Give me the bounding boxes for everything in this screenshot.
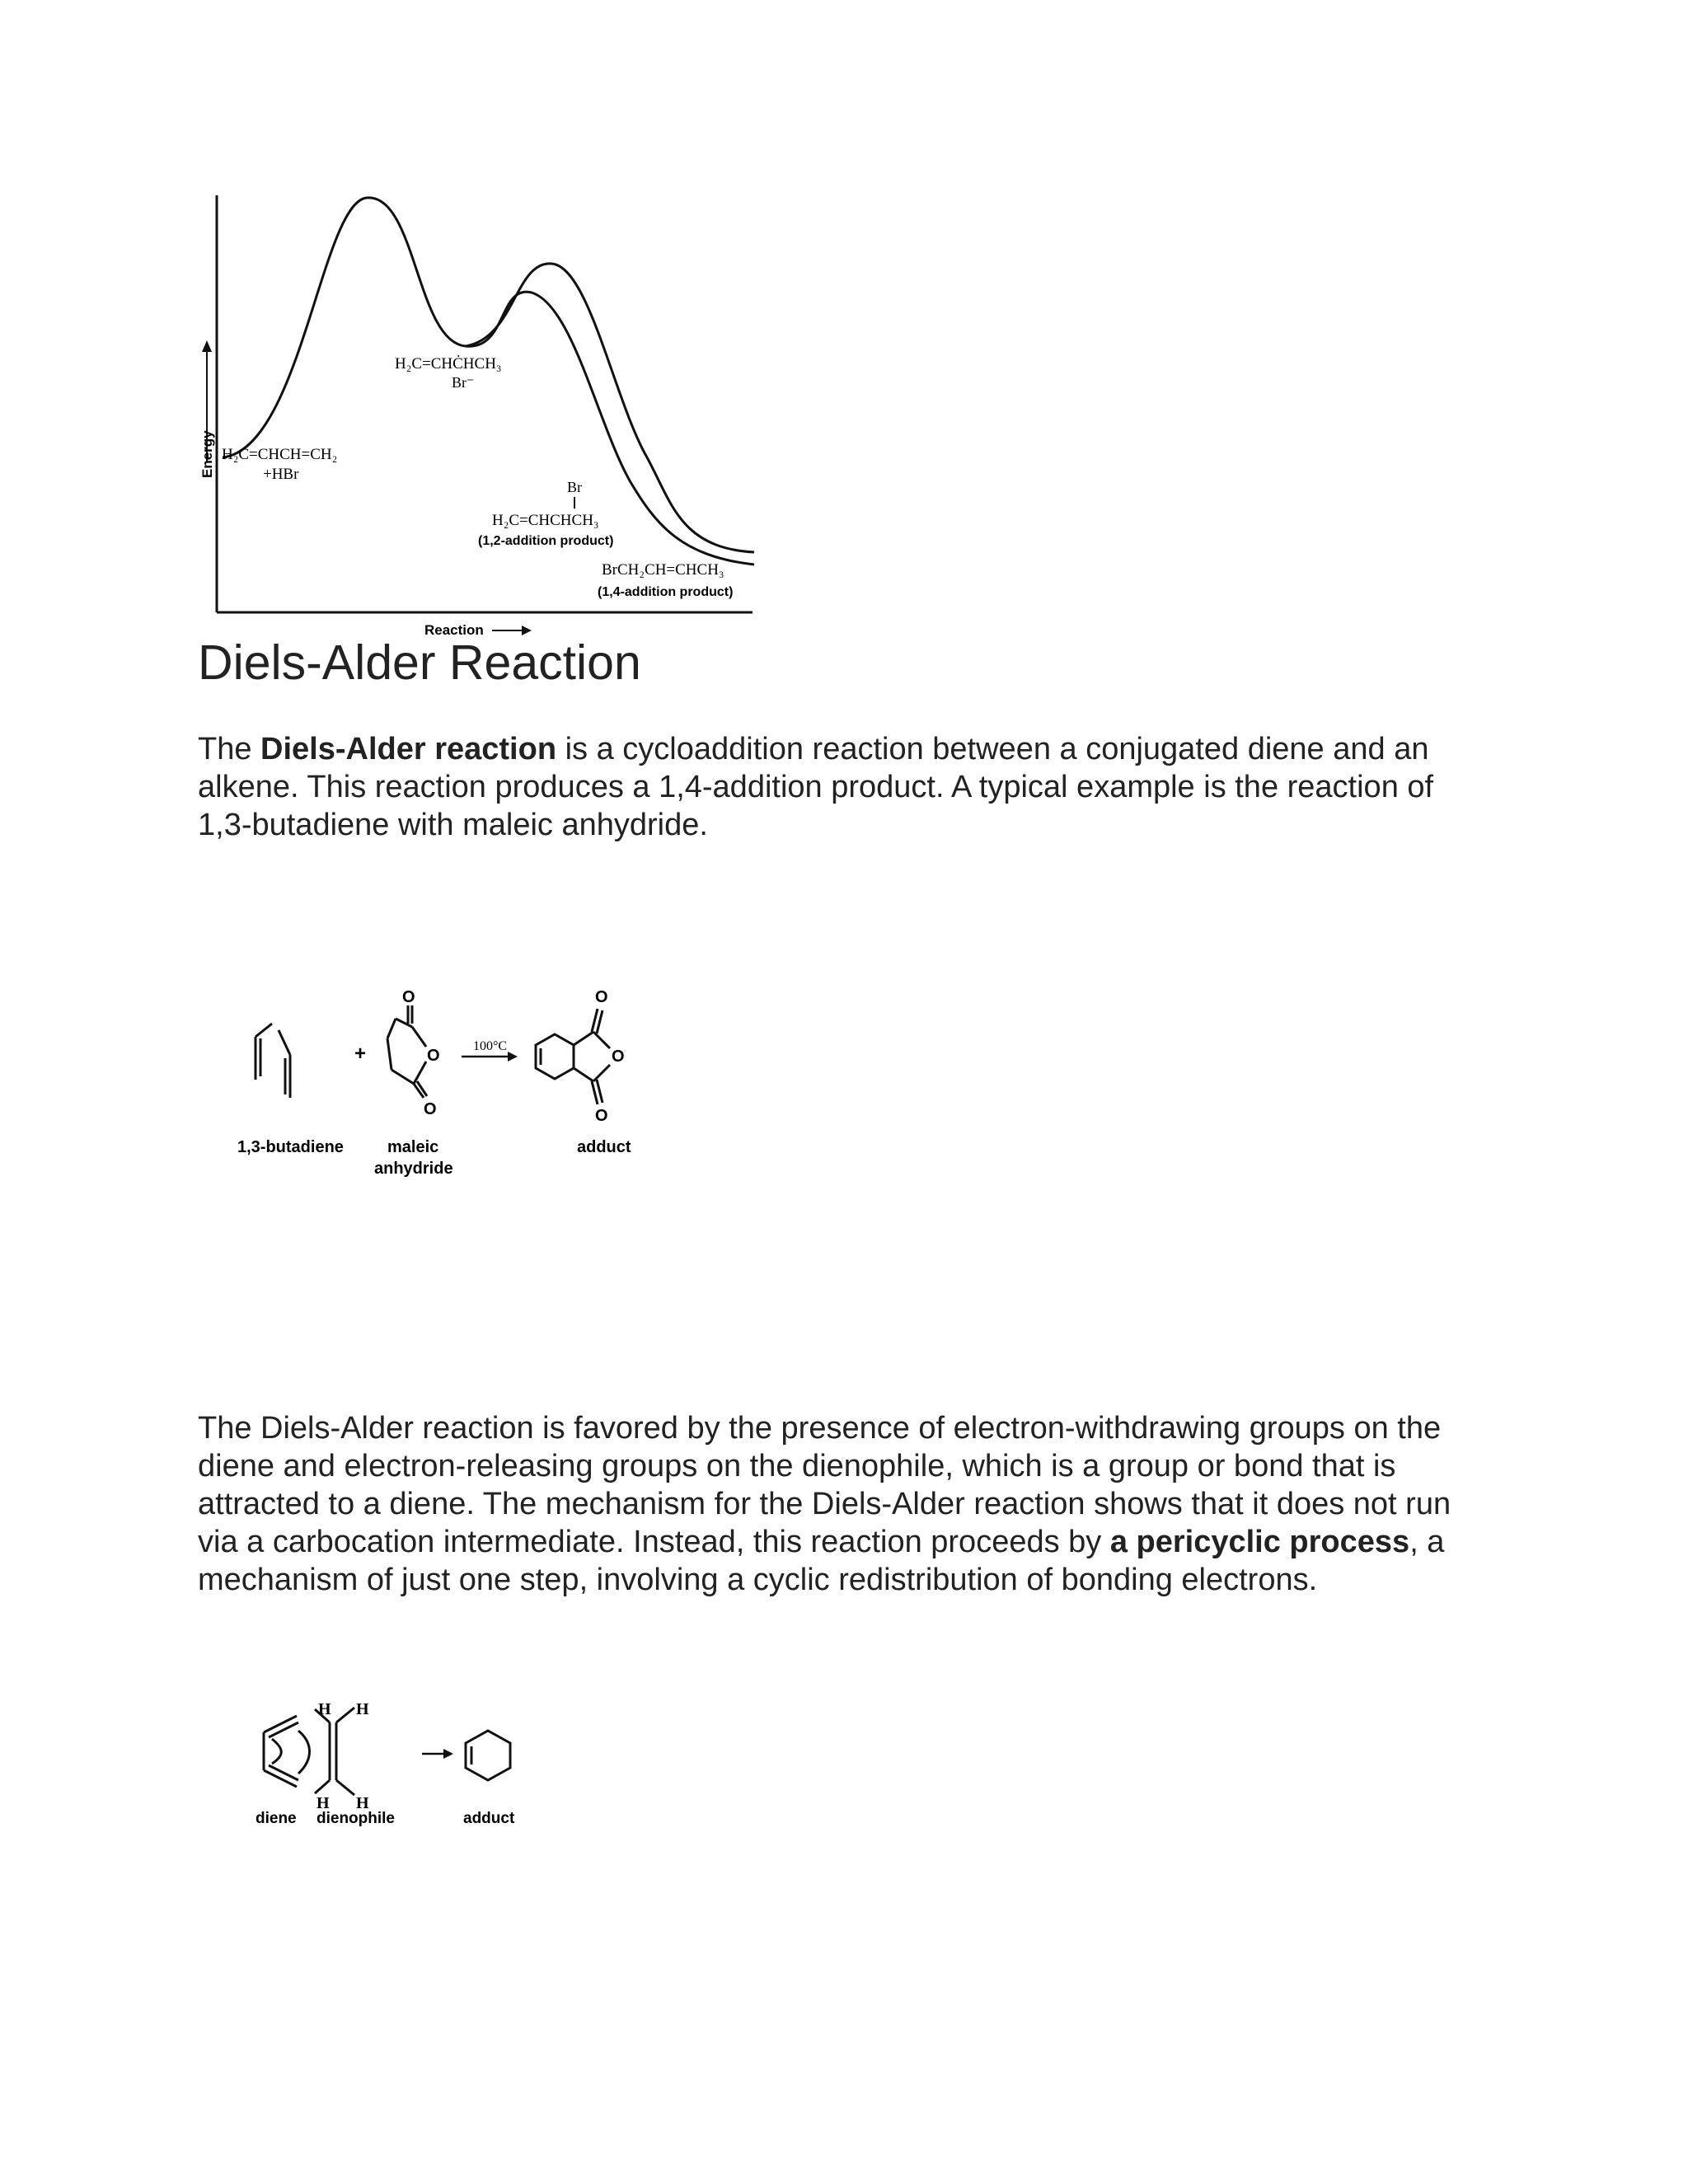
- label-adduct: adduct: [577, 1138, 631, 1156]
- mechanism-arrow-icon: [443, 1749, 453, 1759]
- product14-formula: BrCH₂CH=CHCH₃: [602, 561, 724, 579]
- diels-alder-scheme: [223, 972, 717, 1195]
- hydrogen-bottom-left: H: [316, 1794, 330, 1812]
- pericyclic-scheme: [247, 1698, 560, 1830]
- mechanism-bold-term: a pericyclic process: [1109, 1525, 1410, 1559]
- adduct-oxygen-top: O: [595, 988, 608, 1006]
- product12-br: Br: [567, 479, 582, 495]
- dienophile-structure: [298, 1708, 354, 1795]
- hydrogen-top-right: H: [356, 1700, 369, 1718]
- mechanism-text-end: , a mechanism of just one step, involving a cyclic redistribution of bonding electrons.: [198, 1525, 1445, 1597]
- hydrogen-top-left: H: [318, 1700, 331, 1718]
- mechanism-paragraph: [198, 1409, 1484, 1599]
- maleic-anhydride-structure: [387, 1005, 427, 1098]
- adduct-structure: [536, 1009, 647, 1104]
- label-diene: diene: [256, 1810, 297, 1827]
- intermediate-formula: H₂C=CHĊHCH₃: [395, 355, 502, 373]
- butadiene-structure: [256, 1024, 290, 1098]
- plus-sign: +: [354, 1043, 367, 1065]
- intro-text-start: The: [198, 732, 261, 766]
- energy-curve-1-4: [466, 264, 754, 552]
- maleic-oxygen-ring: O: [427, 1047, 440, 1065]
- label-dienophile: dienophile: [316, 1810, 395, 1827]
- label-butadiene: 1,3-butadiene: [237, 1138, 344, 1156]
- product12-label: (1,2-addition product): [478, 534, 614, 548]
- reactant-formula: H₂C=CHCH=CH₂: [222, 446, 338, 463]
- label-adduct-2: adduct: [463, 1810, 515, 1827]
- reaction-arrow-icon: [508, 1052, 518, 1062]
- intro-paragraph: [198, 730, 1484, 844]
- label-anhydride: anhydride: [374, 1160, 453, 1178]
- y-axis-label: Energy: [199, 430, 215, 478]
- product12-formula: H₂C=CHCHCH₃: [492, 512, 599, 529]
- product14-label: (1,4-addition product): [598, 585, 734, 599]
- maleic-oxygen-top: O: [402, 988, 415, 1006]
- adduct-ring-structure: [466, 1731, 510, 1780]
- y-arrow-icon: [202, 340, 212, 352]
- adduct-oxygen-bottom: O: [595, 1107, 608, 1125]
- intro-text-end: is a cycloaddition reaction between a conjugated diene and an alkene. This reaction produces a 1,4-addition product. A typical example is the reaction of 1,3-butadiene with maleic anhydride.: [198, 732, 1434, 842]
- reaction-condition: 100°C: [473, 1039, 508, 1053]
- intermediate-br: Br⁻: [452, 374, 475, 391]
- page-title: Diels-Alder Reaction: [198, 635, 641, 690]
- label-maleic: maleic: [387, 1138, 439, 1156]
- diene-structure: [264, 1716, 298, 1787]
- mechanism-text-start: The Diels-Alder reaction is favored by the presence of electron-withdrawing groups on the diene and electron-releasing groups on the dienophile, which is a group or bond that is attracted to a diene. The mechanism for the Diels-Alder reaction shows that it does not run via a carbocation intermediate. Instead, this reaction proceeds by: [198, 1411, 1451, 1559]
- hydrogen-bottom-right: H: [356, 1794, 369, 1812]
- intro-bold-term: Diels-Alder reaction: [260, 732, 557, 766]
- reactant-hbr: +HBr: [263, 466, 299, 483]
- x-axis-label: Reaction: [424, 622, 484, 638]
- energy-diagram: [185, 185, 779, 643]
- maleic-oxygen-bottom: O: [424, 1100, 437, 1118]
- adduct-oxygen-ring: O: [612, 1047, 625, 1066]
